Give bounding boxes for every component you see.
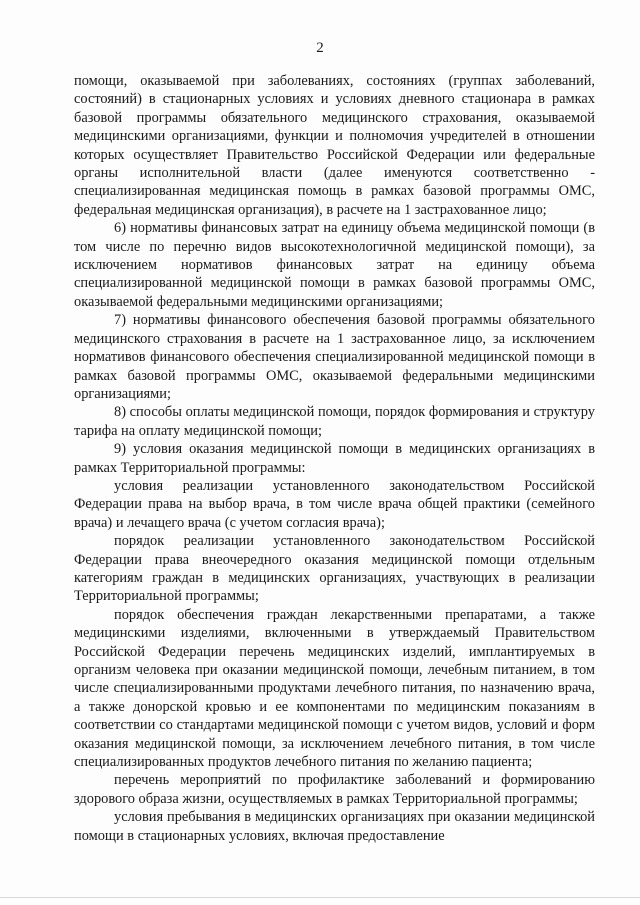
paragraph-1: помощи, оказываемой при заболеваниях, состояниях (группах заболеваний, состояний) в стационарных условиях и условиях дневного стационара в рамках базовой программы обязательного медицинского страхования, оказываемой медицинскими организациями, функции и полномочия учредителей в отношении которых осуществляет Правительство Российской Федерации или федеральные органы исполнительной власти (далее именуются соответственно - специализированная медицинская помощь в рамках базовой программы ОМС, федеральная медицинская организация), в расчете на 1 застрахованное лицо; xyxy=(74,73,595,218)
page-bottom-edge xyxy=(0,897,640,898)
paragraph-doctor-choice: условия реализации установленного законодательством Российской Федерации права на выбор врача, в том числе врача общей практики (семейного врача) и лечащего врача (с учетом согласия врача); xyxy=(74,477,595,531)
paragraph-item-7: 7) нормативы финансового обеспечения базовой программы обязательного медицинского страхования в расчете на 1 застрахованное лицо, за исключением нормативов финансового обеспечения специализированной медицинской помощи в рамках базовой программы ОМС, оказываемой федеральными медицинскими организациями; xyxy=(74,312,595,402)
paragraph-item-9: 9) условия оказания медицинской помощи в медицинских организациях в рамках Территориальной программы: xyxy=(74,441,595,476)
paragraph-stay-conditions: условия пребывания в медицинских организациях при оказании медицинской помощи в стационарных условиях, включая предоставление xyxy=(74,809,595,844)
paragraph-item-8: 8) способы оплаты медицинской помощи, порядок формирования и структуру тарифа на оплату медицинской помощи; xyxy=(74,404,595,439)
paragraph-prevention: перечень мероприятий по профилактике заболеваний и формированию здорового образа жизни, осуществляемых в рамках Территориальной программы; xyxy=(74,772,595,807)
paragraph-item-6: 6) нормативы финансовых затрат на единицу объема медицинской помощи (в том числе по перечню видов высокотехнологичной медицинской помощи), за исключением нормативов финансовых затрат на единицу объема специализированной медицинской помощи в рамках базовой программы ОМС, оказываемой федеральными медицинскими организациями; xyxy=(74,220,595,310)
document-body xyxy=(74,72,595,845)
page-number: 2 xyxy=(316,40,324,56)
paragraph-drug-provision: порядок обеспечения граждан лекарственными препаратами, а также медицинскими изделиями, включенными в утверждаемый Правительством Российской Федерации перечень медицинских изделий, имплантируемых в организм человека при оказании медицинской помощи, лечебным питанием, в том числе специализированными продуктами лечебного питания, по назначению врача, а также донорской кровью и ее компонентами по медицинским показаниям в соответствии со стандартами медицинской помощи с учетом видов, условий и форм оказания медицинской помощи, за исключением лечебного питания, в том числе специализированных продуктов лечебного питания по желанию пациента; xyxy=(74,606,595,771)
paragraph-priority-care: порядок реализации установленного законодательством Российской Федерации права внеочередного оказания медицинской помощи отдельным категориям граждан в медицинских организациях, участвующих в реализации Территориальной программы; xyxy=(74,533,595,605)
